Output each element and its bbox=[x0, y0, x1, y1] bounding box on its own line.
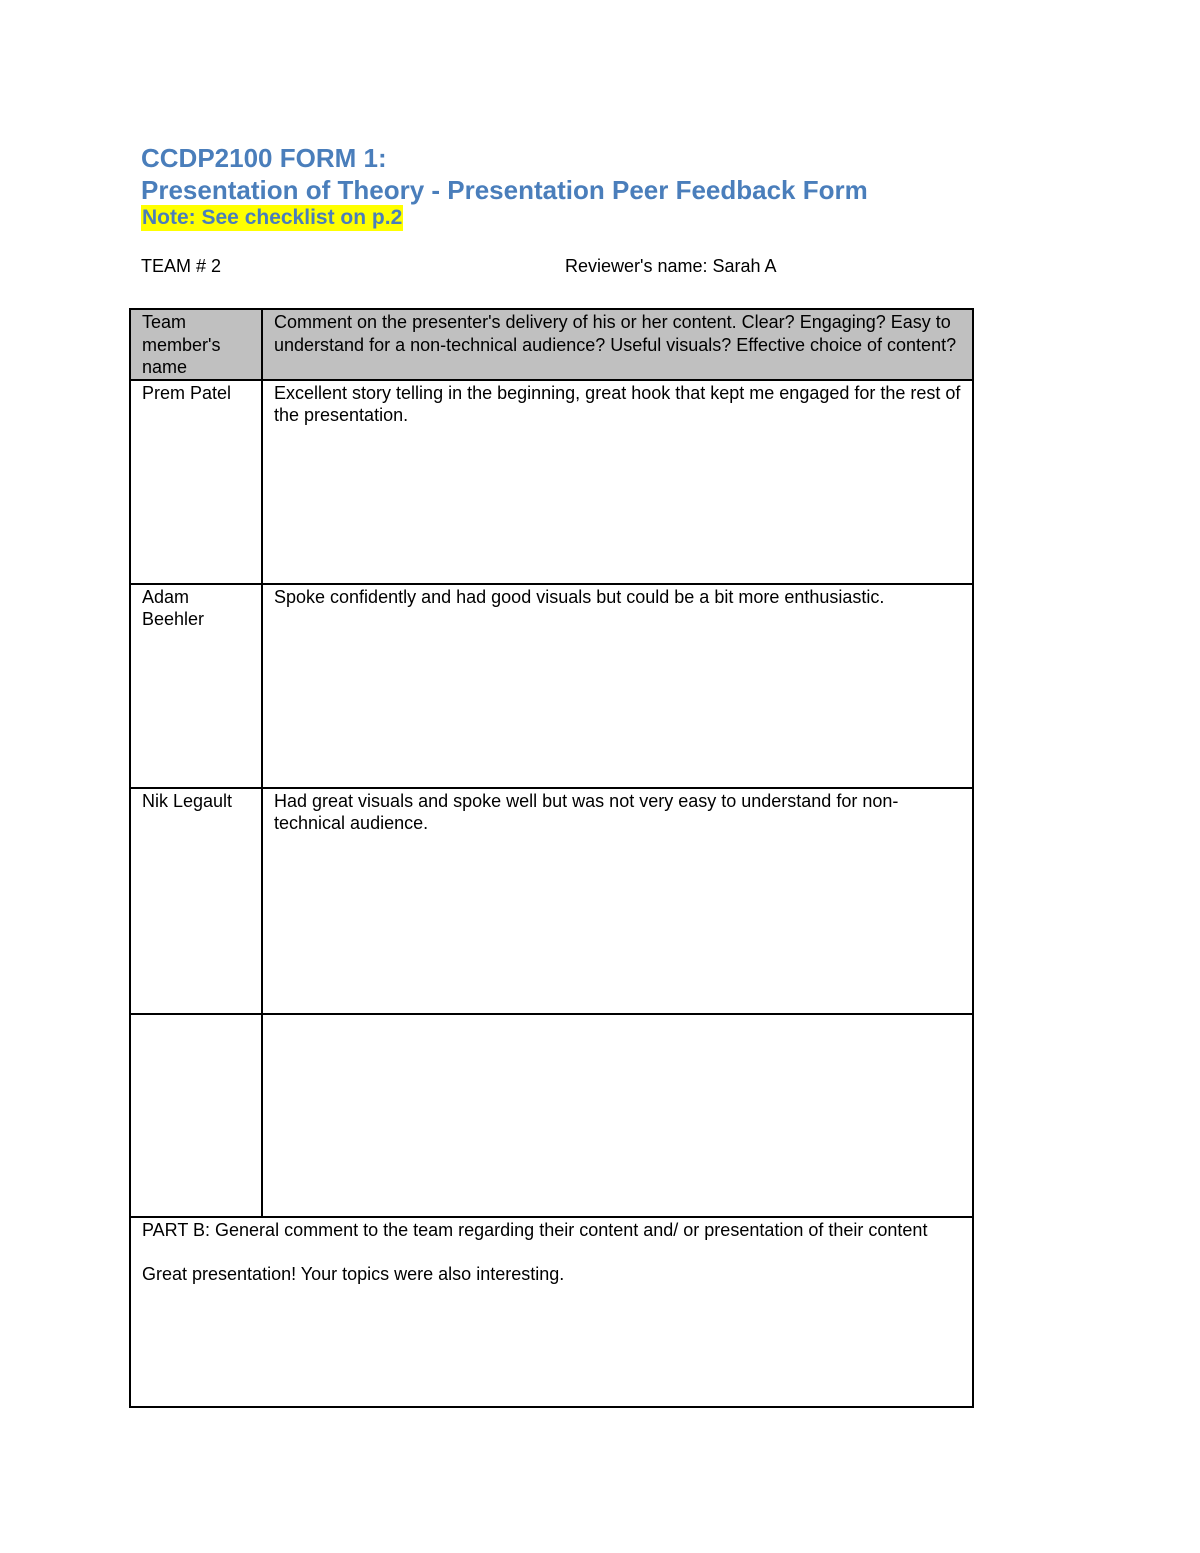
part-b-cell bbox=[130, 1217, 973, 1407]
comment-cell: Spoke confidently and had good visuals but could be a bit more enthusiastic. bbox=[262, 584, 973, 788]
team-number: TEAM # 2 bbox=[141, 256, 222, 276]
table-row bbox=[130, 788, 973, 1014]
comment-cell: Had great visuals and spoke well but was not very easy to understand for non-technical audience. bbox=[262, 788, 973, 1014]
member-name-cell: Nik Legault bbox=[130, 788, 262, 1014]
checklist-note: Note: See checklist on p.2 bbox=[142, 206, 403, 229]
table-row bbox=[130, 1014, 973, 1217]
header-member-name: Team member's name bbox=[130, 309, 262, 380]
header-comment: Comment on the presenter's delivery of his or her content. Clear? Engaging? Easy to understand for a non-technical audience? Useful visuals? Effective choice of content? bbox=[262, 309, 973, 380]
feedback-table bbox=[129, 308, 974, 1408]
comment-cell bbox=[262, 1014, 973, 1217]
table-header-row bbox=[130, 309, 973, 380]
reviewer-name: Reviewer's name: Sarah A bbox=[565, 256, 777, 276]
part-b-prompt: PART B: General comment to the team regarding their content and/ or presentation of their content bbox=[142, 1219, 928, 1240]
comment-cell: Excellent story telling in the beginning, great hook that kept me engaged for the rest of the presentation. bbox=[262, 380, 973, 584]
part-b-response: Great presentation! Your topics were also interesting. bbox=[142, 1264, 565, 1284]
form-title: CCDP2100 FORM 1: bbox=[141, 143, 387, 173]
part-b-row bbox=[130, 1217, 973, 1407]
table-row bbox=[130, 584, 973, 788]
member-name-cell bbox=[130, 1014, 262, 1217]
member-name-cell: Adam Beehler bbox=[130, 584, 262, 788]
member-name-cell: Prem Patel bbox=[130, 380, 262, 584]
form-subtitle: Presentation of Theory - Presentation Peer Feedback Form bbox=[141, 175, 868, 205]
table-row bbox=[130, 380, 973, 584]
